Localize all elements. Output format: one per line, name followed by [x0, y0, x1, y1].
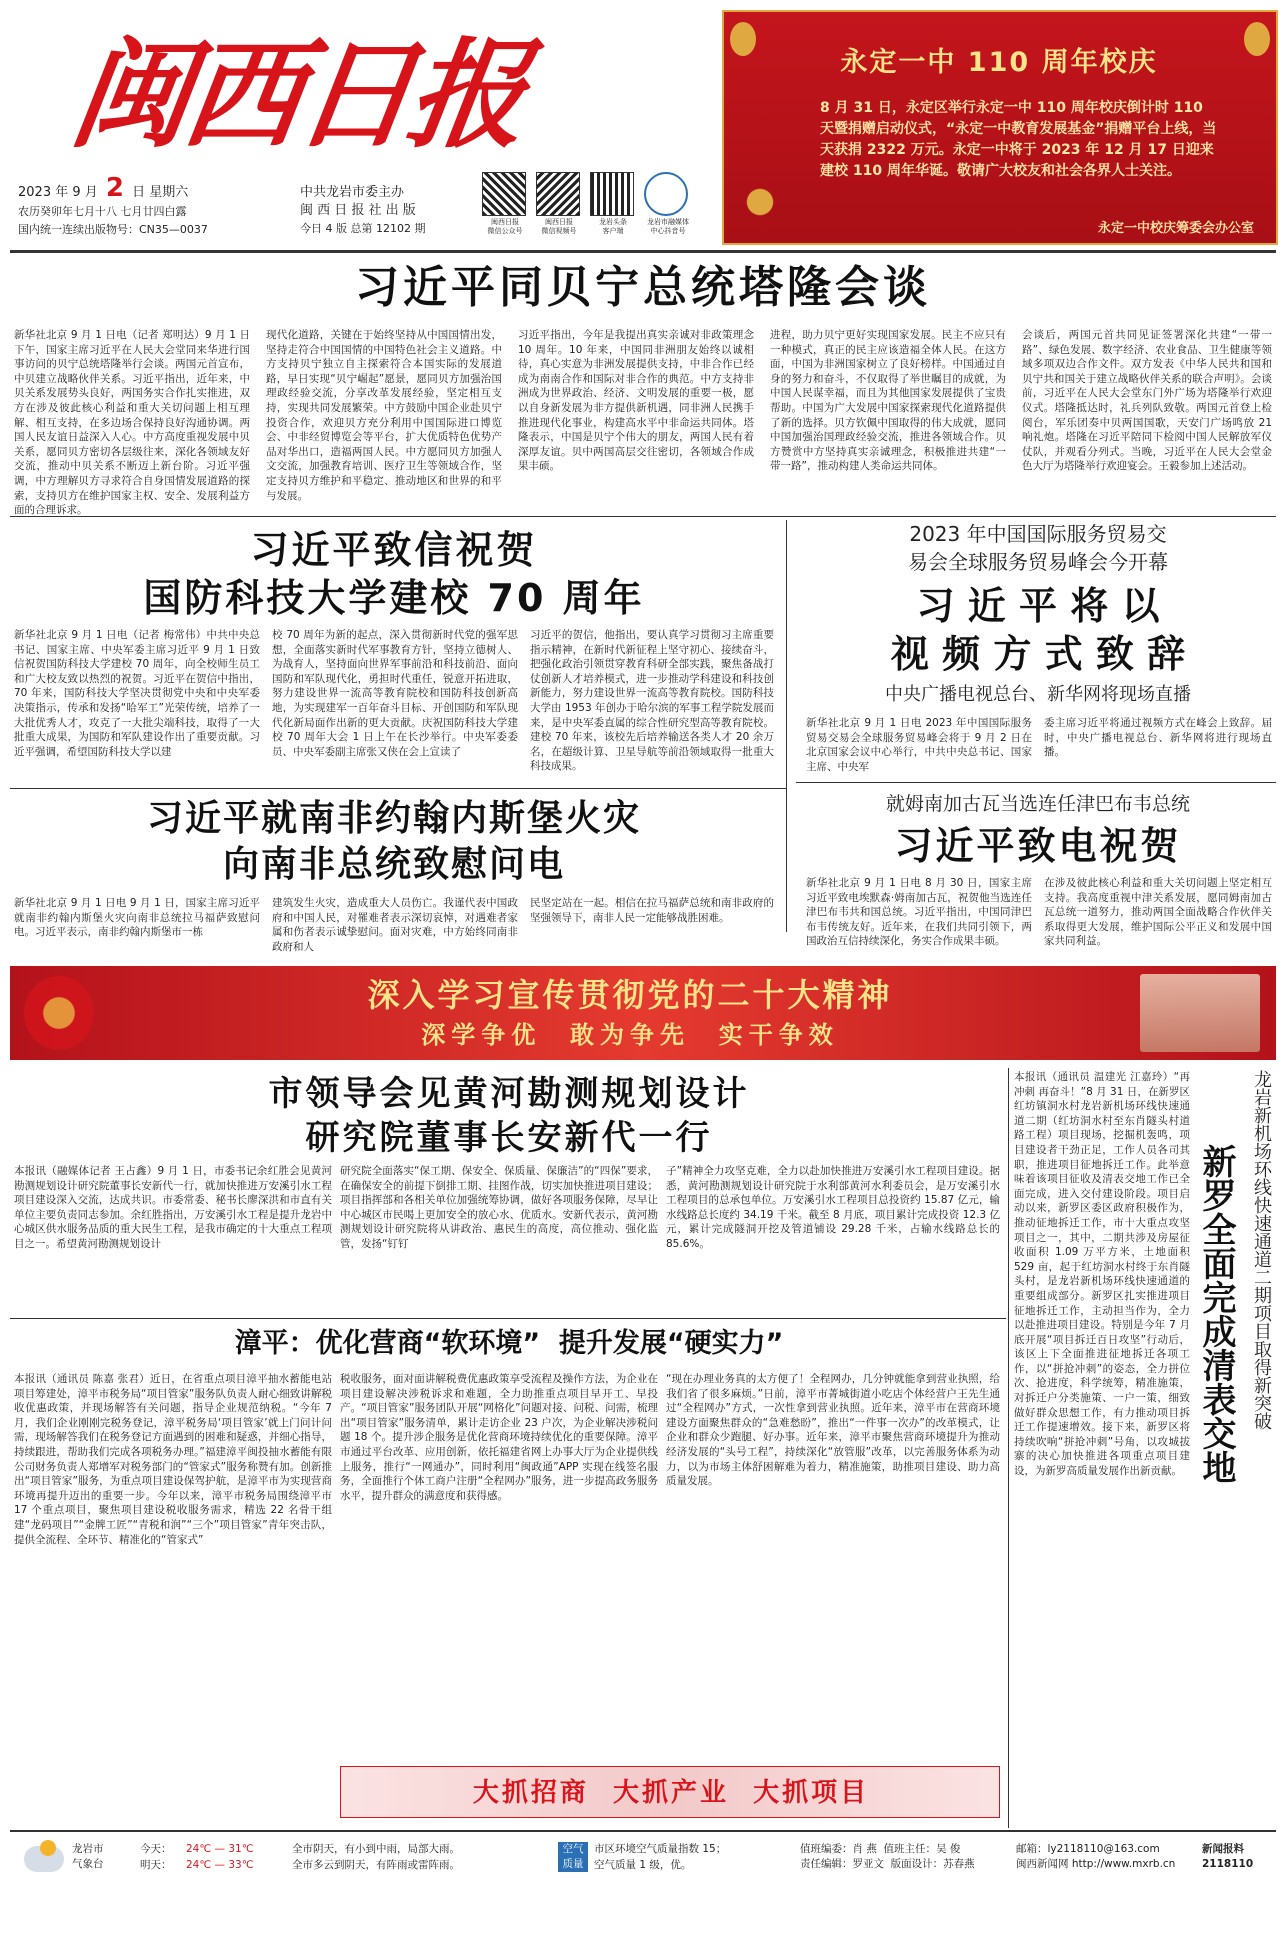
weather-today-temp: 24℃ — 31℃	[186, 1843, 254, 1855]
article-zhangping-col1: 本报讯（通讯员 陈嘉 张君）近日，在省重点项目漳平抽水蓄能电站项目筹建处，漳平市税务局“项目管家”服务队负责人耐心细致讲解税收优惠政策，并现场解答有关问题，指导企业规范纳税。“今年 7 月，我们企业刚刚完税务登记，漳平税务局‘项目管家’就上门问计问需，现场解答我们在税务登记方面遇到的困难和疑惑，并细心指导，持续跟进，帮助我们完成各项税务办理。”福建漳平闽投抽水蓄能有限公司财务负责人郑增军对税务部门的“管家式”服务称赞有加。创新推出“项目管家”服务，为重点项目建设保驾护航，是漳平市为实现营商环境再提升迈出的重要一步。今年以来，漳平市税务局围绕漳平市 17 个重点项目，聚焦项目建设税收服务需求，精选 22 名骨干组建“龙码项目”“金牌工匠”“青税和润”“三个”项目管家”青年突击队，提供全流程、全环节、精准化的“管家式”	[14, 1373, 332, 1546]
publisher-line-1: 中共龙岩市委主办	[300, 185, 405, 200]
banner-title: 深入学习宣传贯彻党的二十大精神	[367, 976, 893, 1014]
article-nudt-col3: 习近平的贺信，他指出，要认真学习贯彻习主席重要指示精神，在新时代新征程上坚守初心、接续奋斗，把强化政治引领贯穿教育科研全部实践，聚焦备战打仗创新人才培养模式，进一步推动学科建设和科技创新能力，努力建设世界一流高等教育院校。国防科技大学由 1953 年创办于哈尔滨的军事工程学院发展而来，是中央军委直属的综合性研究型高等教育院校。建校 70 年来，该校先后培养输送各类人才 20 余万名，在超级计算、卫星导航等前沿领域取得一批重大科技成果。	[530, 629, 774, 773]
article-benin-col3: 习近平指出，今年是我提出真实亲诚对非政策理念 10 周年。10 年来，中国同非洲朋友始终以诚相待，真心实意为非洲发展提供支持，中非合作已经成为南南合作和国际对非合作的典范。中方支持非洲成为世界政治、经济、文明发展的重要一极，愿以自身新发展为非方提供新机遇，同非洲人民携手推进现代化事业，构建高水平中非命运共同体。塔隆表示，中国是贝宁个伟大的朋友，两国人民有着深厚友谊。贝中两国高层交往密切，各领域合作成果丰硕。	[518, 329, 754, 473]
article-benin-col1: 新华社北京 9 月 1 日电（记者 郑明达）9 月 1 日下午，国家主席习近平在人民大会堂同来华进行国事访问的贝宁总统塔隆举行会谈。两国元首宣布，中贝建立战略伙伴关系。习近平指出，近年来，中贝关系发展势头良好，两国务实合作扎实推进，双方在涉及彼此核心利益和重大关切问题上相互理解、相互支持，在多边场合保持良好沟通协调。两国人民友谊日益深入人心。中方高度重视发展中贝关系，愿同贝方密切各层级往来，深化各领域友好交流，推动中贝关系不断迈上新台阶。习近平强调，中方理解贝方寻求符合自身国情发展道路的探索，支持贝方在维护国家主权、安全、发展利益方面的合理诉求。	[14, 329, 250, 517]
headline-south-africa-line2[interactable]: 向南非总统致慰问电	[222, 844, 565, 885]
article-zimbabwe-col2: 在涉及彼此核心利益和重大关切问题上坚定相互支持。我高度重视中津关系发展，愿同姆南加古瓦总统一道努力，推动两国全面战略合作伙伴关系取得更大发展，维护国际公平正义和发展中国家共同利益。	[1044, 877, 1272, 948]
headline-xinluo[interactable]: 新罗全面完成清表交地	[1196, 1144, 1236, 1484]
article-nudt-col2: 校 70 周年为新的起点，深入贯彻新时代党的强军思想，全面落实新时代军事教育方针，坚持立德树人、为战育人，坚持面向世界军事前沿和科技前沿、面向国防和军队现代化，勇担时代重任，锐意开拓进取，努力建设世界一流高等教育院校和国防科技创新高地，为实现建军一百年奋斗目标、开创国防和军队现代化新局面作出新的更大贡献。庆祝国防科技大学建校 70 周年大会 1 日上午在长沙举行。中央军委委员、中央军委副主席张又侠在会上宣读了	[272, 629, 518, 758]
air-quality-index: 市区环境空气质量指数 15；	[594, 1843, 727, 1855]
article-benin-col5: 会谈后，两国元首共同见证签署深化共建“一带一路”、绿色发展、数字经济、农业食品、卫生健康等领域多项双边合作文件。双方发表《中华人民共和国和贝宁共和国关于建立战略伙伴关系的联合声明》。会谈前，习近平在人民大会堂东门外广场为塔隆举行欢迎仪式。塔隆抵达时，礼兵列队致敬。两国元首登上检阅台，军乐团奏中贝两国国歌，天安门广场鸣放 21 响礼炮。塔隆在习近平陪同下检阅中国人民解放军仪仗队，并观看分列式。当晚，习近平在人民大会堂金色大厅为塔隆举行欢迎宴会。王毅参加上述活动。	[1022, 329, 1272, 473]
publisher-line-2: 闽 西 日 报 社 出 版	[300, 203, 416, 218]
qr-code-video[interactable]	[536, 172, 580, 216]
article-yellowriver-col2: 研究院全面落实“保工期、保安全、保质量、保廉洁”的“四保”要求，在确保安全的前提下倒排工期、挂图作战，切实加快推进项目建设；项目指挥部和各相关单位加强统筹协调，做好各项服务保障，尽早让中心城区市民喝上更加安全的放心水、优质水。安新代表示，黄河勘测规划设计研究院将从讲政治、惠民生的高度，高位推动、强化监管，发扬“钉钉	[340, 1165, 658, 1250]
editor-credits: 值班编委：肖 燕 值班主任：吴 俊 责任编辑：罗亚文 版面设计：苏春燕	[800, 1843, 975, 1870]
media-center-logo-icon[interactable]	[644, 172, 688, 216]
footer-divider	[10, 1830, 1276, 1832]
edition-info: 今日 4 版 总第 12102 期	[300, 222, 426, 235]
section-divider	[796, 782, 1276, 783]
headline-xi-benin[interactable]: 习近平同贝宁总统塔隆会谈	[355, 262, 931, 313]
ad-body: 8 月 31 日，永定区举行永定一中 110 周年校庆倒计时 110 天暨捐赠启动仪式，“永定一中教育发展基金”捐赠平台上线，当天获捐 2322 万元。永定一中将于 2023 年 12 月 17 日迎来建校 110 周年华诞。敬请广大校友和社会各界人士关注。	[820, 100, 1217, 179]
date-weekday: 日 星期六	[132, 185, 189, 200]
article-yellowriver-col1: 本报讯（融媒体记者 王占鑫）9 月 1 日，市委书记余红胜会见黄河勘测规划设计研究院董事长安新代一行，就加快推进万安溪引水工程项目建设深入交流，达成共识。市委常委、秘书长廖深洪和市直有关单位主要负责同志参加。余红胜指出，万安溪引水工程是提升龙岩中心城区供水服务品质的重大民生工程，是我市确定的十大重点工程项目之一。希望黄河勘测规划设计	[14, 1165, 332, 1250]
article-summit-col1: 新华社北京 9 月 1 日电 2023 年中国国际服务贸易交易会全球服务贸易峰会将于 9 月 2 日在北京国家会议中心举行，中共中央总书记、国家主席、中央军	[806, 717, 1032, 773]
ad-lantern-icon	[1244, 22, 1270, 56]
summit-broadcast-subtitle: 中央广播电视总台、新华网将现场直播	[885, 684, 1191, 705]
article-zhangping-col2: 税收服务，面对面讲解税费优惠政策享受流程及操作方法，为企业在项目建设解决涉税诉求和难题，全力助推重点项目早开工、早投产。“项目管家”服务团队开展“网格化”问题对接、问税、问需，梳理出“项目管家”服务清单，累计走访企业 23 户次，为企业解决涉税问题 18 个。提升涉企服务是优化营商环境持续优化的重要保障。漳平市通过平台改革、应用创新，依托福建省网上办事大厅为企业提供线上服务，推行“一网通办”，同时利用“闽政通”APP 实现在线签名服务，全面推行个体工商户注册“全程网办”服务，进一步提高政务服务水平，提升群众的满意度和获得感。	[340, 1373, 658, 1502]
article-zimbabwe-col1: 新华社北京 9 月 1 日电 8 月 30 日，国家主席习近平致电埃默森·姆南加古瓦，祝贺他当选连任津巴布韦共和国总统。习近平指出，中国同津巴布韦传统友好。近年来，在我们共同引领下，两国政治互信持续深化，务实合作成果丰硕。	[806, 877, 1032, 948]
weather-today-label: 今天：	[140, 1843, 172, 1855]
qr-code-wechat[interactable]	[482, 172, 526, 216]
article-benin-col2: 现代化道路，关键在于始终坚持从中国国情出发，坚持走符合中国国情的中国特色社会主义道路。中方支持贝宁独立自主探索符合本国实际的发展道路，早日实现“贝宁崛起”愿景，愿同贝方加强治国理政经验交流，分享改革发展经验，坚定相互支持，实现共同发展繁荣。中方鼓励中国企业赴贝宁投资合作，欢迎贝方充分利用中国国际进口博览会、中非经贸博览会等平台，扩大优质特色优势产品对华出口，造福两国人民。中方愿同贝方加强人文交流，加强教育培训、医疗卫生等领域合作，坚定支持贝方维护和平稳定、推动地区和世界的和平与发展。	[266, 329, 502, 502]
article-yellowriver-col3: 子”精神全力攻坚克难，全力以赴加快推进万安溪引水工程项目建设。据悉，黄河勘测规划设计研究院于水利部黄河水利委员会，是万安溪引水工程项目的总承包单位。万安溪引水工程项目总投资约 15.87 亿元，输水线路总长度约 34.19 千米。截至 8 月底，项目累计完成投资 12.3 亿元，累计完成隧洞开挖及管道铺设 29.28 千米，占输水线路总长的 85.6%。	[666, 1165, 1000, 1250]
qr-label-2: 闽西日报 微信视频号	[541, 218, 577, 235]
headline-south-africa-line1[interactable]: 习近平就南非约翰内斯堡火灾	[146, 798, 641, 839]
date-day-number: 2	[105, 173, 124, 203]
weather-tomorrow-temp: 24℃ — 33℃	[186, 1859, 254, 1871]
ad-signature: 永定一中校庆筹委会办公室	[1097, 221, 1254, 236]
headline-yellow-river-line2[interactable]: 研究院董事长安新代一行	[305, 1118, 713, 1158]
article-sa-col1: 新华社北京 9 月 1 日电 9 月 1 日，国家主席习近平就南非约翰内斯堡火灾向南非总统拉马福萨致慰问电。习近平表示，南非约翰内斯堡市一栋	[14, 897, 260, 939]
contact-info: 邮箱：ly2118110@163.com 闽西新闻网 http://www.mxrb.cn	[1016, 1843, 1176, 1870]
masthead-logo: 闽西日报	[63, 25, 531, 164]
lunar-date: 农历癸卯年七月十八 七月廿四白露	[18, 205, 187, 218]
section-divider	[10, 1318, 1006, 1319]
headline-nudt-line2[interactable]: 国防科技大学建校 70 周年	[143, 576, 645, 620]
ad-lantern-icon	[730, 22, 756, 56]
section-divider	[10, 788, 786, 789]
headline-xi-congrats[interactable]: 习近平致电祝贺	[894, 824, 1182, 868]
date-line	[18, 173, 288, 203]
summit-subtitle-line1: 2023 年中国国际服务贸易交	[909, 522, 1167, 546]
headline-yellow-river-line1[interactable]: 市领导会见黄河勘测规划设计	[268, 1074, 750, 1114]
weather-tomorrow-desc: 全市多云到阴天，有阵雨或雷阵雨。	[292, 1859, 460, 1871]
xinluo-subtitle: 龙岩新机场环线快速通道二期项目取得新突破	[1251, 1070, 1272, 1430]
slogan-box	[340, 1766, 1000, 1818]
date-year-month: 2023 年 9 月	[18, 185, 98, 200]
school-anniversary-ad[interactable]	[722, 10, 1278, 245]
headline-zhangping[interactable]: 漳平：优化营商“软环境” 提升发展“硬实力”	[234, 1328, 784, 1359]
weather-tomorrow-label: 明天：	[140, 1859, 172, 1871]
ad-title: 永定一中 110 周年校庆	[840, 47, 1158, 78]
party-emblem-icon	[24, 976, 94, 1050]
banner-building-icon	[1140, 974, 1260, 1052]
article-sa-col2: 建筑发生火灾，造成重大人员伤亡。我谨代表中国政府和中国人民，对罹难者表示深切哀悼，对遇难者家属和伤者表示诚挚慰问。面对灾难，中方始终同南非政府和人	[272, 897, 518, 953]
banner-slogan: 深学争优 敢为争先 实干争效	[421, 1021, 839, 1049]
qr-code-group	[480, 170, 700, 240]
publication-number: 国内统一连续出版物号：CN35—0037	[18, 223, 208, 236]
article-benin-col4: 进程，助力贝宁更好实现国家发展。民主不应只有一种模式，真正的民主应该造福全体人民。在这方面，中国为非洲国家树立了良好榜样。中国通过自身的努力和奋斗，不仅取得了举世瞩目的成就，为中国人民谋幸福，而且为其他国家发展提供了宝贵帮助。中国为广大发展中国家探索现代化道路提供了新的选择。贝方钦佩中国取得的伟大成就，愿同中国加强治国理政经验交流，推进各领域合作。贝方赞赏中方坚持真实亲诚理念，积极推进共建“一带一路”，推动构建人类命运共同体。	[770, 329, 1006, 473]
qr-code-app[interactable]	[590, 172, 634, 216]
column-divider	[786, 520, 787, 932]
headline-xi-video-line1[interactable]: 习 近 平 将 以	[916, 584, 1160, 628]
article-sa-col3: 民坚定站在一起。相信在拉马福萨总统和南非政府的坚强领导下，南非人民一定能够战胜困难。	[530, 897, 774, 924]
zimbabwe-subtitle: 就姆南加古瓦当选连任津巴布韦总统	[885, 793, 1190, 815]
qr-label-4: 龙岩市融媒体 中心抖音号	[647, 218, 689, 235]
headline-nudt-line1[interactable]: 习近平致信祝贺	[250, 528, 538, 572]
weather-sun-icon	[40, 1840, 56, 1856]
column-divider	[1008, 1068, 1009, 1828]
article-nudt-col1: 新华社北京 9 月 1 日电（记者 梅常伟）中共中央总书记、国家主席、中央军委主席习近平 9 月 1 日致信祝贺国防科技大学建校 70 周年，向全校师生员工和广大校友致以热烈的祝贺。习近平在贺信中指出，70 年来，国防科技大学坚决贯彻党中央和中央军委决策指示，传承和发扬“哈军工”光荣传统，培养了一大批优秀人才，攻克了一大批尖端科技，取得了一大批重大成果，为国防和军队建设作出了重要贡献。习近平强调，希望国防科技大学以建	[14, 629, 260, 758]
news-hotline: 新闻报料 2118110	[1202, 1843, 1254, 1870]
article-xinluo-body: 本报讯（通讯员 温建光 江嘉玲）“再冲刺 再奋斗！”8 月 31 日，在新罗区红坊镇洞水村龙岩新机场环线快速通道二期（红坊洞水村至东肖隧头村道路工程）项目现场，挖掘机轰鸣，项目建设者干劲正足，工作人员各司其职，推进项目征地拆迁工作。此举意味着该项目征收及清表交地工作已全面完成，进入交付建设阶段。项目启动以来，新罗区委区政府积极作为，推动征地拆迁工作，市十大重点攻坚项目之一，其中，二期共涉及房屋征收面积 1.09 万平方米，土地面积 529 亩，起于红坊洞水村终于东肖隧头村，是龙岩新机场环线快速通道的重要组成部分。新罗区扎实推进项目征地拆迁工作，主动担当作为，全力以赴推进项目建设。特别是今年 7 月底开展“项目拆迁百日攻坚”行动后，该区上下全面推进征地拆迁各项工作，以“拼抢冲刺”的姿态，全力拼位次、抢进度，科学统筹，精准施策，对拆迁户分类施策、一户一策，细致做好群众思想工作，有力推动项目拆迁工作提速增效。接下来，新罗区将持续吹响“拼抢冲刺”号角，以攻城拔寨的决心加快推进各项重点项目建设，为新罗高质量发展作出新贡献。	[1014, 1071, 1190, 1478]
headline-xi-video-line2[interactable]: 视 频 方 式 致 辞	[890, 632, 1186, 676]
party-congress-banner	[10, 966, 1276, 1060]
masthead-divider	[10, 250, 1276, 253]
article-zhangping-col3: “现在办理业务真的太方便了！全程网办，几分钟就能拿到营业执照，给我们省了很多麻烦。”日前，漳平市菁城街道小吃店个体经营户王先生通过“全程网办”方式，一次性拿到营业执照。近年来，漳平市在营商环境建设方面聚焦群众的“急难愁盼”，推出“一件事一次办”的改革模式，让企业和群众少跑腿、好办事。近年来，漳平市聚焦营商环境提升为推动经济发展的“头号工程”，持续深化“放管服”改革，以完善服务体系为动力，以为市场主体舒困解难为着力，精准施策，助推项目建设、助力高质量发展。	[666, 1373, 1000, 1488]
weather-station: 龙岩市 气象台	[72, 1843, 104, 1870]
weather-today-desc: 全市阴天，有小到中雨，局部大雨。	[292, 1843, 460, 1855]
section-divider	[10, 516, 1276, 517]
slogan-text: 大抓招商 大抓产业 大抓项目	[472, 1778, 870, 1808]
air-quality-level: 空气质量 1 级，优。	[594, 1859, 692, 1871]
article-summit-col2: 委主席习近平将通过视频方式在峰会上致辞。届时，中央广播电视总台、新华网将进行现场直播。	[1044, 717, 1272, 759]
qr-label-1: 闽西日报 微信公众号	[487, 218, 523, 235]
air-quality-label: 空气 质量	[558, 1842, 588, 1872]
footer-bar	[10, 1836, 1276, 1948]
qr-label-3: 龙岩头条 客户端	[599, 218, 627, 235]
summit-subtitle-line2: 易会全球服务贸易峰会今开幕	[908, 550, 1168, 574]
ad-decor-flower-icon	[730, 172, 790, 232]
